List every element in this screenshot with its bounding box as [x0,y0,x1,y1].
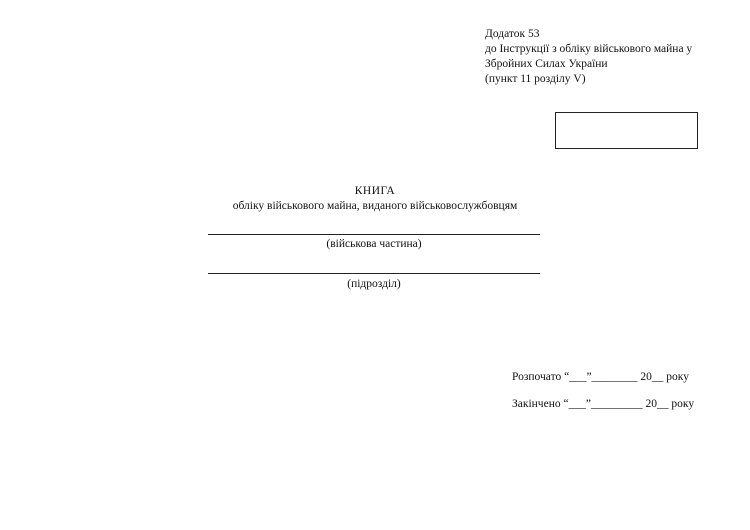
appendix-line: до Інструкції з обліку військового майна у [485,43,693,55]
subdivision-line [208,273,540,274]
started-date: Розпочато “___”________ 20__ року [512,371,689,383]
title-block [210,184,540,214]
book-subtitle: обліку військового майна, виданого військовослужбовцям [232,200,518,212]
appendix-line: Додаток 53 [485,28,540,40]
finished-date: Закінчено “___”_________ 20__ року [512,398,695,410]
dates-block [512,370,694,412]
appendix-note [485,27,745,87]
book-title: КНИГА [354,185,396,197]
appendix-line: (пункт 11 розділу V) [485,73,586,85]
military-unit-line [208,234,540,235]
military-unit-caption: (військова частина) [326,238,422,250]
subdivision-caption: (підрозділ) [347,278,401,290]
appendix-line: Збройних Силах України [485,58,608,70]
stamp-box [555,112,698,149]
